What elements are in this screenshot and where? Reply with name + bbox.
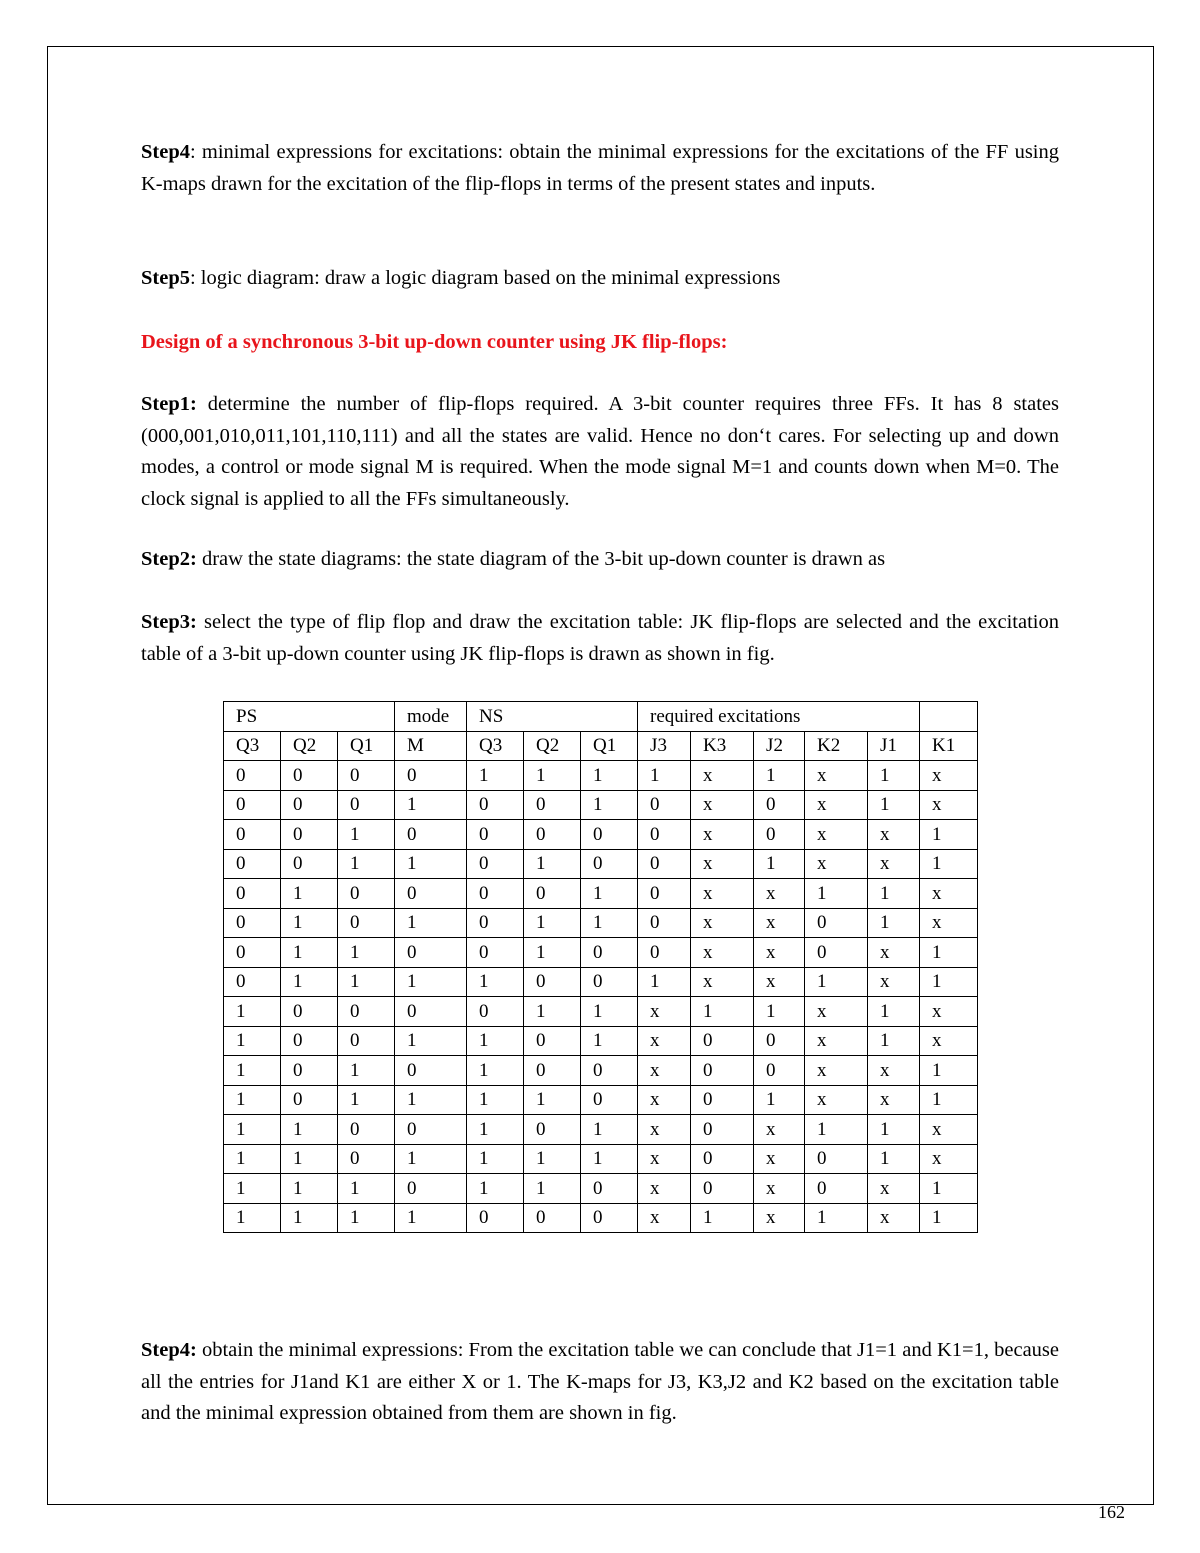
- table-cell: 1: [524, 938, 581, 968]
- table-cell: x: [754, 1144, 805, 1174]
- table-cell: 0: [338, 1026, 395, 1056]
- table-cell: 0: [754, 1026, 805, 1056]
- table-cell: 0: [691, 1085, 754, 1115]
- table-cell: x: [691, 820, 754, 850]
- table-cell: 1: [395, 1203, 467, 1233]
- ns-header: NS: [467, 702, 638, 732]
- table-cell: 1: [805, 1115, 868, 1145]
- table-cell: 1: [524, 908, 581, 938]
- page-number: 162: [1098, 1502, 1125, 1522]
- table-cell: 0: [691, 1115, 754, 1145]
- column-header: K1: [920, 731, 978, 761]
- table-cell: x: [638, 1174, 691, 1204]
- table-row: [224, 1026, 978, 1056]
- table-cell: 0: [467, 1203, 524, 1233]
- table-cell: x: [868, 820, 920, 850]
- table-cell: 1: [524, 1174, 581, 1204]
- table-cell: 0: [281, 820, 338, 850]
- table-cell: 1: [224, 1203, 281, 1233]
- column-header: K2: [805, 731, 868, 761]
- table-cell: 1: [395, 849, 467, 879]
- table-cell: 0: [805, 1144, 868, 1174]
- table-cell: x: [754, 1174, 805, 1204]
- table-cell: x: [805, 849, 868, 879]
- table-cell: 1: [581, 1026, 638, 1056]
- table-cell: 0: [524, 1115, 581, 1145]
- table-cell: 1: [224, 1026, 281, 1056]
- table-cell: 1: [395, 967, 467, 997]
- table-cell: 0: [395, 879, 467, 909]
- table-cell: x: [868, 1203, 920, 1233]
- table-cell: 1: [920, 1174, 978, 1204]
- table-cell: 1: [581, 908, 638, 938]
- table-cell: 0: [338, 879, 395, 909]
- table-cell: 1: [224, 1056, 281, 1086]
- table-cell: x: [920, 1115, 978, 1145]
- table-cell: 0: [581, 938, 638, 968]
- table-cell: 0: [281, 1085, 338, 1115]
- table-cell: x: [754, 879, 805, 909]
- table-cell: 0: [805, 938, 868, 968]
- excitation-table: [223, 701, 978, 1233]
- ps-header: PS: [224, 702, 395, 732]
- table-cell: 0: [638, 908, 691, 938]
- table-cell: 0: [395, 1115, 467, 1145]
- table-cell: x: [754, 967, 805, 997]
- table-row: [224, 1085, 978, 1115]
- table-row: [224, 967, 978, 997]
- table-cell: 0: [638, 938, 691, 968]
- table-cell: 1: [868, 1115, 920, 1145]
- table-cell: 1: [754, 997, 805, 1027]
- table-cell: 1: [281, 938, 338, 968]
- table-cell: 1: [338, 938, 395, 968]
- table-cell: x: [691, 849, 754, 879]
- table-cell: 1: [467, 967, 524, 997]
- table-cell: 0: [224, 849, 281, 879]
- column-header: Q2: [524, 731, 581, 761]
- step4-conclusion-paragraph: [141, 1335, 1059, 1430]
- column-header: Q1: [338, 731, 395, 761]
- table-cell: 0: [338, 761, 395, 791]
- table-cell: 1: [224, 1085, 281, 1115]
- table-cell: x: [638, 1085, 691, 1115]
- step4-conclusion-text: obtain the minimal expressions: From the excitation table we can conclude that J1=1 and K1=1, because all the entries for J1and K1 are either X or 1. The K-maps for J3, K3,J2 and K2 based on the excitation table and the minimal expression obtained from them are shown in fig.: [141, 1339, 1059, 1424]
- table-cell: 1: [467, 1144, 524, 1174]
- table-cell: 0: [338, 1144, 395, 1174]
- table-cell: 1: [868, 997, 920, 1027]
- table-cell: 1: [395, 790, 467, 820]
- column-header: Q3: [467, 731, 524, 761]
- table-cell: x: [638, 997, 691, 1027]
- table-cell: 1: [754, 1085, 805, 1115]
- table-cell: 0: [467, 908, 524, 938]
- table-cell: 0: [805, 1174, 868, 1204]
- table-cell: 1: [868, 879, 920, 909]
- table-cell: 1: [524, 997, 581, 1027]
- table-cell: 0: [281, 849, 338, 879]
- required-excitations-header: required excitations: [638, 702, 920, 732]
- column-header: K3: [691, 731, 754, 761]
- table-cell: 0: [467, 938, 524, 968]
- table-cell: 0: [581, 820, 638, 850]
- table-cell: x: [805, 1085, 868, 1115]
- table-cell: 0: [581, 1203, 638, 1233]
- column-header: Q3: [224, 731, 281, 761]
- table-cell: 1: [868, 790, 920, 820]
- table-cell: 0: [524, 1056, 581, 1086]
- table-cell: 1: [581, 790, 638, 820]
- table-cell: 1: [467, 1056, 524, 1086]
- table-cell: 1: [805, 1203, 868, 1233]
- table-cell: 0: [638, 879, 691, 909]
- column-header: J1: [868, 731, 920, 761]
- table-cell: 0: [395, 761, 467, 791]
- table-row: [224, 790, 978, 820]
- table-cell: 0: [524, 790, 581, 820]
- table-cell: x: [691, 938, 754, 968]
- table-row: [224, 908, 978, 938]
- table-cell: 1: [281, 1174, 338, 1204]
- table-cell: 0: [338, 997, 395, 1027]
- step2-label: Step2:: [141, 548, 197, 570]
- table-cell: 1: [638, 761, 691, 791]
- table-cell: 1: [754, 849, 805, 879]
- table-cell: 0: [224, 938, 281, 968]
- table-cell: 1: [524, 761, 581, 791]
- table-cell: 1: [524, 1144, 581, 1174]
- table-cell: 1: [395, 1085, 467, 1115]
- table-cell: 1: [467, 761, 524, 791]
- table-cell: 0: [467, 997, 524, 1027]
- table-row: [224, 849, 978, 879]
- column-header: J3: [638, 731, 691, 761]
- table-cell: x: [868, 1174, 920, 1204]
- step5-paragraph: [141, 263, 1059, 295]
- table-cell: 0: [224, 820, 281, 850]
- table-cell: 0: [805, 908, 868, 938]
- section-heading: Design of a synchronous 3-bit up-down counter using JK flip-flops:: [141, 331, 728, 353]
- table-cell: 1: [467, 1026, 524, 1056]
- table-cell: 1: [920, 1056, 978, 1086]
- table-cell: 1: [868, 908, 920, 938]
- table-cell: x: [638, 1026, 691, 1056]
- table-cell: x: [868, 1056, 920, 1086]
- table-cell: 0: [467, 790, 524, 820]
- step5-label: Step5: [141, 267, 190, 289]
- table-cell: 1: [338, 820, 395, 850]
- table-cell: 0: [581, 849, 638, 879]
- table-cell: x: [691, 761, 754, 791]
- table-cell: 0: [281, 1026, 338, 1056]
- column-header: J2: [754, 731, 805, 761]
- table-cell: 1: [524, 1085, 581, 1115]
- blank-header: [920, 702, 978, 732]
- table-cell: x: [920, 790, 978, 820]
- table-cell: 1: [224, 1144, 281, 1174]
- table-cell: 1: [338, 1174, 395, 1204]
- table-cell: 0: [395, 1056, 467, 1086]
- table-cell: 1: [467, 1174, 524, 1204]
- table-cell: 0: [638, 849, 691, 879]
- table-cell: 1: [805, 967, 868, 997]
- table-cell: 0: [395, 938, 467, 968]
- table-column-header-row: [224, 731, 978, 761]
- table-cell: 0: [224, 790, 281, 820]
- table-cell: 1: [868, 761, 920, 791]
- table-cell: x: [754, 908, 805, 938]
- table-cell: 1: [281, 1144, 338, 1174]
- table-row: [224, 1174, 978, 1204]
- table-cell: 0: [638, 820, 691, 850]
- table-cell: 0: [338, 1115, 395, 1145]
- step1-label: Step1:: [141, 393, 197, 415]
- table-cell: 1: [920, 938, 978, 968]
- table-cell: 0: [395, 997, 467, 1027]
- table-cell: 1: [754, 761, 805, 791]
- table-group-header-row: [224, 702, 978, 732]
- table-cell: x: [868, 938, 920, 968]
- table-cell: x: [920, 1144, 978, 1174]
- table-cell: 1: [281, 1203, 338, 1233]
- table-cell: 0: [281, 790, 338, 820]
- table-cell: 0: [224, 761, 281, 791]
- table-cell: x: [920, 908, 978, 938]
- table-cell: x: [920, 1026, 978, 1056]
- table-cell: 1: [224, 997, 281, 1027]
- table-cell: 0: [395, 1174, 467, 1204]
- table-cell: 1: [920, 1203, 978, 1233]
- table-cell: x: [868, 849, 920, 879]
- table-cell: 0: [338, 908, 395, 938]
- table-cell: 1: [338, 1203, 395, 1233]
- table-cell: 0: [224, 879, 281, 909]
- table-cell: x: [868, 967, 920, 997]
- table-cell: 1: [691, 997, 754, 1027]
- table-cell: x: [691, 879, 754, 909]
- table-cell: 1: [868, 1026, 920, 1056]
- step4-text: : minimal expressions for excitations: obtain the minimal expressions for the excitations of the FF using K-maps drawn for the excitation of the flip-flops in terms of the present states and inputs.: [141, 141, 1059, 195]
- table-row: [224, 1115, 978, 1145]
- step5-text: : logic diagram: draw a logic diagram based on the minimal expressions: [189, 267, 781, 289]
- table-cell: 1: [338, 967, 395, 997]
- step3-text: select the type of flip flop and draw the excitation table: JK flip-flops are selected and the excitation table of a 3-bit up-down counter using JK flip-flops is drawn as shown in fig.: [141, 611, 1059, 665]
- column-header: M: [395, 731, 467, 761]
- table-cell: 0: [524, 967, 581, 997]
- table-cell: 1: [920, 1085, 978, 1115]
- table-cell: 1: [805, 879, 868, 909]
- table-cell: 1: [281, 967, 338, 997]
- table-cell: x: [805, 997, 868, 1027]
- table-row: [224, 1056, 978, 1086]
- table-cell: 1: [581, 997, 638, 1027]
- table-cell: x: [920, 879, 978, 909]
- table-cell: 0: [224, 908, 281, 938]
- table-cell: x: [805, 1026, 868, 1056]
- table-cell: x: [754, 938, 805, 968]
- table-cell: 1: [638, 967, 691, 997]
- table-cell: x: [805, 761, 868, 791]
- step4-conclusion-label: Step4:: [141, 1339, 197, 1361]
- table-cell: 1: [581, 761, 638, 791]
- table-cell: x: [638, 1056, 691, 1086]
- table-cell: 1: [467, 1115, 524, 1145]
- table-cell: 0: [691, 1144, 754, 1174]
- table-cell: 1: [281, 879, 338, 909]
- table-cell: 0: [581, 1085, 638, 1115]
- table-cell: 1: [395, 908, 467, 938]
- table-cell: 0: [754, 1056, 805, 1086]
- table-row: [224, 761, 978, 791]
- table-cell: x: [691, 967, 754, 997]
- table-cell: 1: [395, 1144, 467, 1174]
- table-cell: 0: [691, 1174, 754, 1204]
- table-cell: x: [691, 790, 754, 820]
- table-cell: 0: [224, 967, 281, 997]
- table-cell: x: [754, 1203, 805, 1233]
- table-cell: 0: [281, 1056, 338, 1086]
- table-row: [224, 938, 978, 968]
- table-cell: 0: [395, 820, 467, 850]
- table-cell: 0: [281, 761, 338, 791]
- table-body: [224, 761, 978, 1233]
- table-cell: 1: [581, 1115, 638, 1145]
- table-cell: x: [691, 908, 754, 938]
- table-cell: 0: [754, 820, 805, 850]
- step4-paragraph: [141, 137, 1059, 200]
- table-row: [224, 997, 978, 1027]
- step2-paragraph: [141, 544, 1059, 576]
- step1-paragraph: [141, 389, 1059, 515]
- table-cell: 0: [467, 879, 524, 909]
- step1-text: determine the number of flip-flops required. A 3-bit counter requires three FFs. It has 8 states (000,001,010,011,101,110,111) and all the states are valid. Hence no don‘t cares. For selecting up and down modes, a control or mode signal M is required. When the mode signal M=1 and counts down when M=0. The clock signal is applied to all the FFs simultaneously.: [141, 393, 1059, 510]
- step3-paragraph: [141, 607, 1059, 670]
- table-cell: 1: [920, 849, 978, 879]
- table-cell: 1: [920, 820, 978, 850]
- table-cell: 1: [395, 1026, 467, 1056]
- table-cell: 1: [338, 1085, 395, 1115]
- table-cell: 1: [691, 1203, 754, 1233]
- table-cell: 1: [581, 1144, 638, 1174]
- table-cell: 1: [581, 879, 638, 909]
- step3-label: Step3:: [141, 611, 197, 633]
- table-cell: 0: [467, 820, 524, 850]
- table-cell: 0: [581, 967, 638, 997]
- mode-header: mode: [395, 702, 467, 732]
- table-row: [224, 1203, 978, 1233]
- table-cell: 0: [524, 1203, 581, 1233]
- table-cell: 0: [524, 820, 581, 850]
- step2-text: draw the state diagrams: the state diagram of the 3-bit up-down counter is drawn as: [196, 548, 886, 570]
- column-header: Q1: [581, 731, 638, 761]
- table-cell: 0: [467, 849, 524, 879]
- table-cell: x: [868, 1085, 920, 1115]
- table-cell: 1: [467, 1085, 524, 1115]
- table-cell: 0: [281, 997, 338, 1027]
- table-cell: 0: [524, 879, 581, 909]
- table-cell: 0: [691, 1026, 754, 1056]
- table-cell: x: [754, 1115, 805, 1145]
- table-row: [224, 820, 978, 850]
- table-cell: 1: [338, 849, 395, 879]
- table-cell: x: [638, 1203, 691, 1233]
- table-cell: 1: [281, 908, 338, 938]
- table-cell: 0: [581, 1056, 638, 1086]
- table-cell: 0: [638, 790, 691, 820]
- table-cell: 0: [691, 1056, 754, 1086]
- table-cell: 0: [524, 1026, 581, 1056]
- table-row: [224, 1144, 978, 1174]
- table-cell: x: [805, 790, 868, 820]
- table-row: [224, 879, 978, 909]
- table-cell: 0: [581, 1174, 638, 1204]
- table-cell: 0: [754, 790, 805, 820]
- table-cell: x: [638, 1115, 691, 1145]
- table-cell: 1: [281, 1115, 338, 1145]
- table-cell: 1: [524, 849, 581, 879]
- table-cell: 0: [338, 790, 395, 820]
- table-cell: x: [920, 761, 978, 791]
- table-cell: x: [920, 997, 978, 1027]
- table-cell: x: [638, 1144, 691, 1174]
- column-header: Q2: [281, 731, 338, 761]
- table-cell: 1: [920, 967, 978, 997]
- table-cell: 1: [224, 1115, 281, 1145]
- step4-label: Step4: [141, 141, 190, 163]
- table-cell: x: [805, 820, 868, 850]
- table-cell: 1: [224, 1174, 281, 1204]
- table-cell: 1: [868, 1144, 920, 1174]
- table-cell: 1: [338, 1056, 395, 1086]
- table-cell: x: [805, 1056, 868, 1086]
